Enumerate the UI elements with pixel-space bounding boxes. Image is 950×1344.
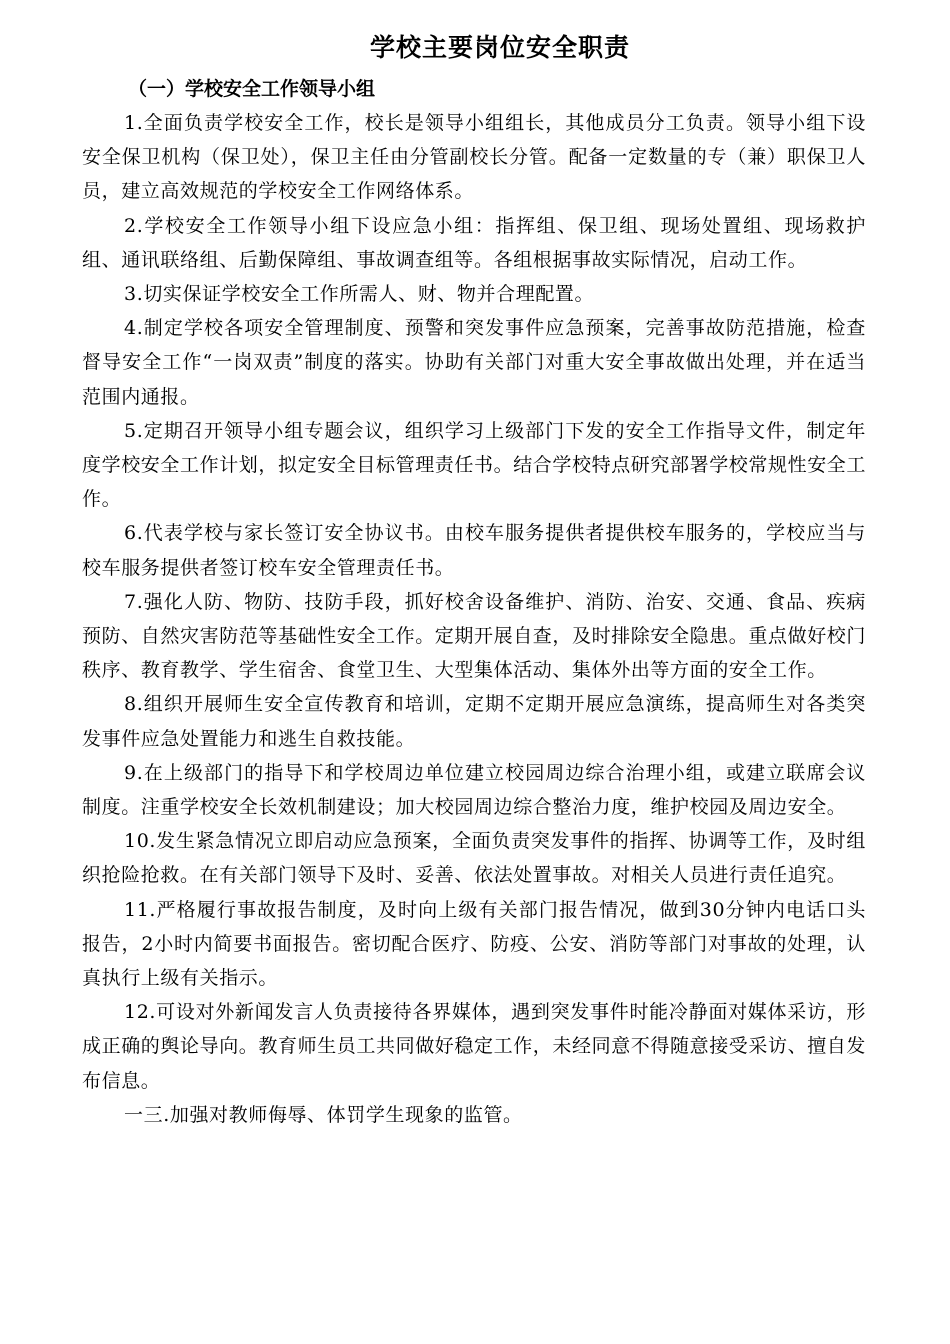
paragraph-5: 5.定期召开领导小组专题会议，组织学习上级部门下发的安全工作指导文件，制定年度学校安全工作计划，拟定安全目标管理责任书。结合学校特点研究部署学校常规性安全工作。 xyxy=(82,419,867,511)
paragraph-12: 12.可设对外新闻发言人负责接待各界媒体，遇到突发事件时能冷静面对媒体采访，形成正确的舆论导向。教育师生员工共同做好稳定工作，未经同意不得随意接受采访、擅自发布信息。 xyxy=(82,1001,867,1092)
paragraph-13: 一三.加强对教师侮辱、体罚学生现象的监管。 xyxy=(124,1103,523,1126)
paragraph-4: 4.制定学校各项安全管理制度、预警和突发事件应急预案，完善事故防范措施，检查督导安全工作“一岗双责”制度的落实。协助有关部门对重大安全事故做出处理，并在适当范围内通报。 xyxy=(82,317,866,408)
paragraph-8: 8.组织开展师生安全宣传教育和培训，定期不定期开展应急演练，提高师生对各类突发事件应急处置能力和逃生自救技能。 xyxy=(82,693,866,750)
paragraph-3: 3.切实保证学校安全工作所需人、财、物并合理配置。 xyxy=(124,283,595,306)
paragraph-1: 1.全面负责学校安全工作，校长是领导小组组长，其他成员分工负责。领导小组下设安全保卫机构（保卫处），保卫主任由分管副校长分管。配备一定数量的专（兼）职保卫人员，建立高效规范的学校安全工作网络体系。 xyxy=(82,112,866,203)
page-title: 学校主要岗位安全职责 xyxy=(369,33,630,62)
paragraph-10: 10.发生紧急情况立即启动应急预案，全面负责突发事件的指挥、协调等工作，及时组织抢险抢救。在有关部门领导下及时、妥善、依法处置事故。对相关人员进行责任追究。 xyxy=(82,830,866,887)
paragraph-2: 2.学校安全工作领导小组下设应急小组：指挥组、保卫组、现场处置组、现场救护组、通讯联络组、后勤保障组、事故调查组等。各组根据事故实际情况，启动工作。 xyxy=(82,214,866,271)
section-heading: （一）学校安全工作领导小组 xyxy=(128,78,376,100)
body-text xyxy=(82,106,866,1132)
paragraph-11: 11.严格履行事故报告制度，及时向上级有关部门报告情况，做到30分钟内电话口头报告，2小时内简要书面报告。密切配合医疗、防疫、公安、消防等部门对事故的处理，认真执行上级有关指示。 xyxy=(82,898,866,990)
paragraph-9: 9.在上级部门的指导下和学校周边单位建立校园周边综合治理小组，或建立联席会议制度。注重学校安全长效机制建设；加大校园周边综合整治力度，维护校园及周边安全。 xyxy=(82,761,866,819)
paragraph-7: 7.强化人防、物防、技防手段，抓好校舍设备维护、消防、治安、交通、食品、疾病预防、自然灾害防范等基础性安全工作。定期开展自查，及时排除安全隐患。重点做好校门秩序、教育教学、学生宿舍、食堂卫生、大型集体活动、集体外出等方面的安全工作。 xyxy=(82,590,867,682)
paragraph-6: 6.代表学校与家长签订安全协议书。由校车服务提供者提供校车服务的，学校应当与校车服务提供者签订校车安全管理责任书。 xyxy=(82,522,866,579)
